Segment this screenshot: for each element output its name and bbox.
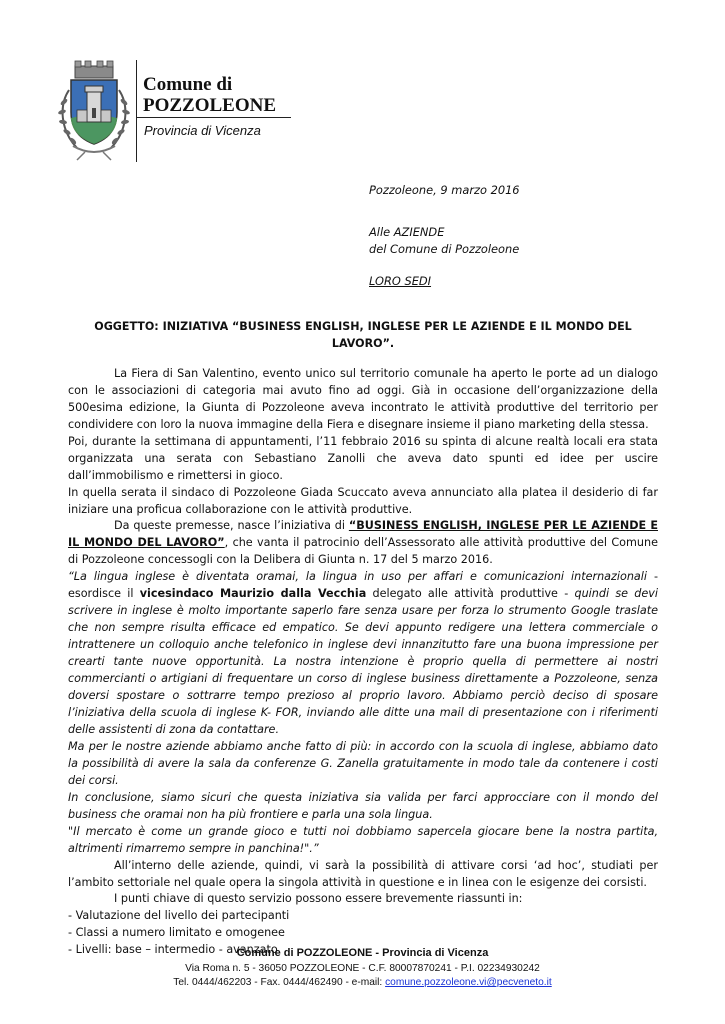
quote-start: “La lingua inglese è diventata oramai, la lingua in uso per affari e comunicazioni internazionali (68, 570, 648, 584)
paragraph-6: Ma per le nostre aziende abbiamo anche fatto di più: in accordo con la scuola di inglese, abbiamo dato la possibilità di avere la sala da conferenze G. Zanella gratuitamente in modo tale da contenere i costi dei corsi. (68, 739, 658, 787)
place-date: Pozzoleone, 9 marzo 2016 (369, 183, 520, 197)
loro-sedi: LORO SEDI (369, 274, 432, 288)
recipient-line1: Alle AZIENDE (369, 225, 445, 239)
bullet-item: - Classi a numero limitato e omogenee (68, 926, 285, 940)
paragraph-5-text-b: - esordisce il (68, 570, 659, 601)
paragraph-4-text-a: Da queste premesse, nasce l’iniziativa di (114, 519, 349, 533)
bullet-item: - Livelli: base – intermedio - avanzato (68, 943, 278, 957)
letter-body (68, 319, 658, 959)
paragraph-8: "Il mercato è come un grande gioco e tutti noi dobbiamo sapercela giocare bene la nostra partita, altrimenti rimarremo sempre in panchina!".” (68, 824, 658, 855)
municipal-crest-icon (55, 60, 133, 162)
letterhead-vertical-rule (136, 60, 137, 162)
letterhead-horizontal-rule (136, 117, 291, 118)
comune-title-line1: Comune di (143, 74, 233, 95)
paragraph-3: In quella serata il sindaco di Pozzoleone Giada Scuccato aveva annunciato alla platea il desiderio di far iniziare una proficua collaborazione con le attività produttive. (68, 485, 658, 516)
footer-phone-fax: Tel. 0444/462203 - Fax. 0444/462490 - e-mail: (173, 977, 386, 988)
paragraph-5-text-d: delegato alle attività produttive - (366, 587, 575, 601)
footer-contacts (0, 977, 725, 988)
provincia-label: Provincia di Vicenza (144, 123, 261, 138)
paragraph-5 (68, 569, 658, 739)
footer-address: Via Roma n. 5 - 36050 POZZOLEONE - C.F. 80007870241 - P.I. 02234930242 (185, 963, 540, 974)
subject-line: OGGETTO: INIZIATIVA “BUSINESS ENGLISH, INGLESE PER LE AZIENDE E IL MONDO DEL LAVORO”. (94, 320, 632, 350)
vicesindaco-name: vicesindaco Maurizio dalla Vecchia (139, 587, 367, 601)
paragraph-9: All’interno delle aziende, quindi, vi sarà la possibilità di attivare corsi ‘ad hoc’, studiati per l’ambito settoriale nel quale opera la singola attività in questione e in linea con le esigenze dei corsisti. (68, 858, 658, 889)
bullet-item: - Valutazione del livello dei partecipanti (68, 909, 290, 923)
footer-title: Comune di POZZOLEONE - Provincia di Vicenza (236, 947, 489, 959)
paragraph-1: La Fiera di San Valentino, evento unico sul territorio comunale ha aperto le porte ad un dialogo con le associazioni di categoria mai avuto fino ad oggi. Già in occasione dell’organizzazione della 500esima edizione, la Giunta di Pozzoleone aveva incontrato le attività produttive del territorio per condividere con loro la nuova immagine della Fiera e disegnare insieme il piano marketing della stessa. (68, 366, 658, 431)
initiative-title: “BUSINESS ENGLISH, INGLESE PER LE AZIENDE E IL MONDO DEL LAVORO” (68, 519, 658, 550)
paragraph-4 (68, 518, 658, 569)
paragraph-2: Poi, durante la settimana di appuntamenti, l’11 febbraio 2016 su spinta di alcune realtà locali era stata organizzata una serata con Sebastiano Zanolli che aveva dato spunti ed idee per uscire dall’immobilismo e rimettersi in gioco. (68, 434, 658, 482)
comune-title-line2: POZZOLEONE (143, 95, 277, 116)
paragraph-10: I punti chiave di questo servizio possono essere brevemente riassunti in: (114, 892, 523, 906)
quote-body: quindi se devi scrivere in inglese è molto importante saperlo fare senza usare per forza lo strumento Google traslate che non sempre risulta efficace ed empatico. Se devi appunto redigere una lettera commerciale o intrattenere un colloquio anche telefonico in inglese devi innanzitutto fare una buona impressione per crearti tante nuove opportunità. La nostra intenzione è proprio quella di permettere ai nostri commercianti o artigiani di frequentare un corso di inglese business direttamente a Pozzoleone, senza doversi spostare o sottrarre tempo prezioso al proprio lavoro. Abbiamo perciò deciso di sposare l’iniziativa della scuola di inglese K- FOR, inviando alle ditte una mail di presentazione con i riferimenti delle assistenti di zona da contattare. (68, 587, 659, 736)
footer-email-link[interactable]: comune.pozzoleone.vi@pecveneto.it (385, 977, 552, 988)
recipient-line2: del Comune di Pozzoleone (369, 242, 520, 256)
paragraph-4-text-c: , che vanta il patrocinio dell’Assessorato alle attività produttive del Comune di Pozzoleone concessogli con la Delibera di Giunta n. 17 del 5 marzo 2016. (68, 536, 658, 567)
paragraph-7: In conclusione, siamo sicuri che questa iniziativa sia valida per farci approcciare con il mondo del business che oramai non ha più frontiere e parla una sola lingua. (68, 790, 658, 821)
comune-title (143, 74, 276, 116)
